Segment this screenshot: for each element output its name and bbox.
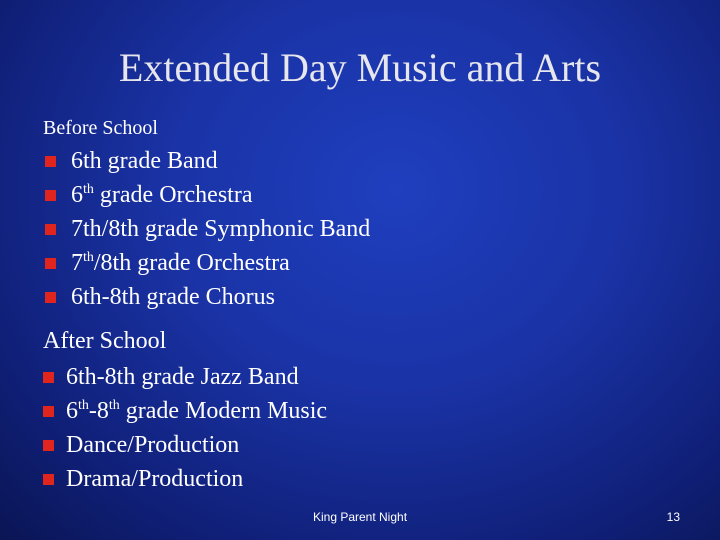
list-item-label: 6th grade Band xyxy=(71,148,218,174)
list-item xyxy=(43,428,327,462)
square-bullet-icon xyxy=(45,156,56,167)
slide-footer: King Parent Night xyxy=(312,510,408,524)
list-item xyxy=(43,178,370,212)
square-bullet-icon xyxy=(45,258,56,269)
list-item-label: 7th/8th grade Symphonic Band xyxy=(71,216,371,242)
list-item-label: Dance/Production xyxy=(66,432,240,458)
after-school-heading: After School xyxy=(43,328,167,354)
before-school-list xyxy=(43,144,370,314)
square-bullet-icon xyxy=(43,372,54,383)
square-bullet-icon xyxy=(43,474,54,485)
list-item xyxy=(43,360,327,394)
list-item-label: Drama/Production xyxy=(66,466,244,492)
slide-page-number: 13 xyxy=(666,510,680,524)
list-item-label: 6th-8th grade Chorus xyxy=(71,284,275,310)
list-item-label: 6th-8th grade Jazz Band xyxy=(66,364,299,390)
list-item xyxy=(43,394,327,428)
list-item xyxy=(43,144,370,178)
before-school-heading: Before School xyxy=(43,117,158,139)
square-bullet-icon xyxy=(45,190,56,201)
square-bullet-icon xyxy=(43,406,54,417)
list-item-label: 7th/8th grade Orchestra xyxy=(71,250,290,276)
square-bullet-icon xyxy=(45,292,56,303)
list-item xyxy=(43,462,327,496)
after-school-list xyxy=(43,360,327,496)
square-bullet-icon xyxy=(45,224,56,235)
list-item-label: 6th-8th grade Modern Music xyxy=(66,398,328,424)
list-item-label: 6th grade Orchestra xyxy=(71,182,253,208)
slide-title: Extended Day Music and Arts xyxy=(118,45,602,90)
list-item xyxy=(43,246,370,280)
list-item xyxy=(43,212,370,246)
list-item xyxy=(43,280,370,314)
square-bullet-icon xyxy=(43,440,54,451)
